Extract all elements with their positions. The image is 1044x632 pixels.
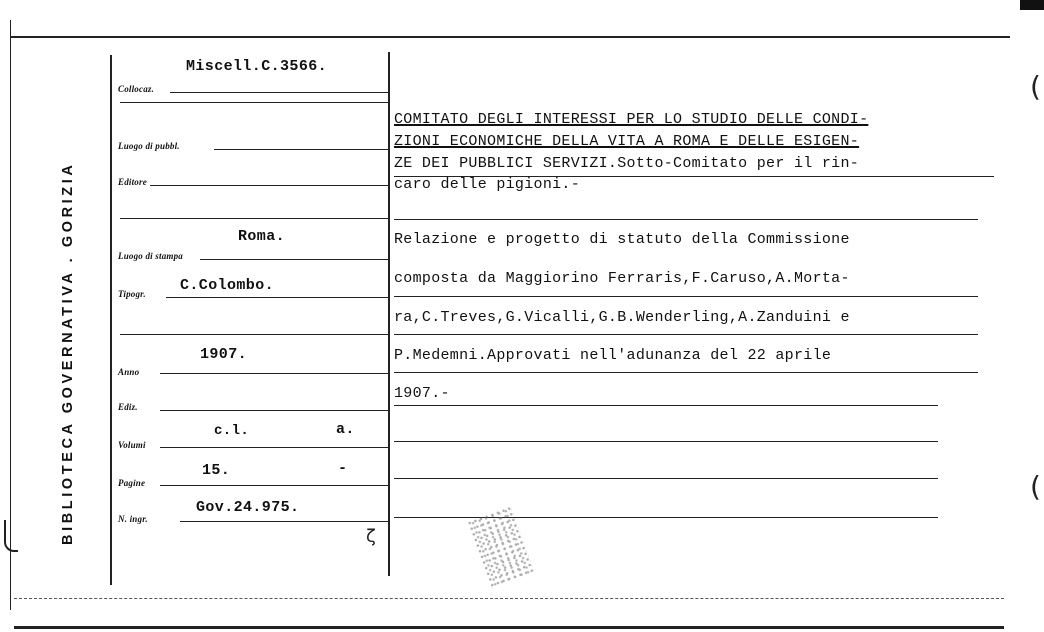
body-line-1: Relazione e progetto di statuto della Commissione — [394, 231, 850, 248]
body-line-2: composta da Maggiorino Ferraris,F.Caruso,A.Morta- — [394, 270, 850, 287]
editore-line — [150, 185, 388, 186]
ingresso-label: N. ingr. — [118, 514, 148, 524]
volumi-label: Volumi — [118, 440, 146, 450]
anno-line — [160, 373, 388, 374]
desc-rule-8 — [394, 478, 938, 479]
volumi-value: c.l. — [214, 423, 250, 439]
pagine-line — [160, 485, 388, 486]
anno-label: Anno — [118, 367, 140, 377]
pagine-extra: - — [338, 460, 348, 477]
desc-rule-5 — [394, 372, 978, 373]
desc-rule-4 — [394, 334, 978, 335]
heading-line-3: ZE DEI PUBBLICI SERVIZI.Sotto-Comitato per il rin- — [394, 155, 860, 172]
tipografo-line — [166, 297, 388, 298]
description-column-line — [388, 52, 390, 576]
tipografo-label: Tipogr. — [118, 289, 146, 299]
shelf-mark: ζ — [366, 526, 376, 547]
tipografo-value: C.Colombo. — [180, 277, 275, 294]
right-edge-mark-top: ( — [1030, 70, 1041, 103]
card-top-border — [10, 36, 1010, 38]
left-edge-mark — [4, 520, 18, 552]
label-column-line — [110, 55, 112, 585]
collocazione-line — [170, 92, 388, 93]
heading-line-4: caro delle pigioni.- — [394, 176, 581, 193]
body-line-3: ra,C.Treves,G.Vicalli,G.B.Wenderling,A.Zanduini e — [394, 309, 850, 326]
luogo-pubbl-line — [214, 149, 388, 150]
volumi-line — [160, 447, 388, 448]
pagine-label: Pagine — [118, 478, 146, 488]
luogo-pubbl-label: Luogo di pubbl. — [118, 141, 180, 151]
edizione-line — [160, 410, 388, 411]
pagine-value: 15. — [202, 462, 231, 479]
heading-line-1: COMITATO DEGLI INTERESSI PER LO STUDIO DELLE CONDI- — [394, 111, 869, 128]
collocazione-divider — [120, 102, 388, 103]
desc-rule-3 — [394, 296, 978, 297]
ingresso-value: Gov.24.975. — [196, 499, 300, 516]
body-line-4: P.Medemni.Approvati nell'adunanza del 22 aprile — [394, 347, 832, 364]
desc-rule-7 — [394, 441, 938, 442]
collocazione-value: Miscell.C.3566. — [186, 58, 328, 75]
tipografo-divider — [120, 334, 388, 335]
desc-rule-6 — [394, 405, 938, 406]
library-stamp — [467, 506, 534, 588]
luogo-stampa-line — [200, 259, 388, 260]
top-right-corner-mark — [1020, 0, 1044, 10]
desc-rule-1 — [394, 176, 994, 177]
heading-line-2: ZIONI ECONOMICHE DELLA VITA A ROMA E DELLE ESIGEN- — [394, 133, 860, 150]
anno-value: 1907. — [200, 346, 248, 363]
ingresso-line — [180, 521, 388, 522]
right-edge-mark-bottom: ( — [1030, 470, 1041, 503]
volumi-extra: a. — [336, 421, 355, 438]
desc-rule-2 — [394, 219, 978, 220]
card-bottom-dashes — [14, 598, 1004, 599]
luogo-stampa-label: Luogo di stampa — [118, 251, 184, 261]
editore-label: Editore — [118, 177, 147, 187]
editore-divider — [120, 218, 388, 219]
institution-title: BIBLIOTECA GOVERNATIVA . GORIZIA — [60, 161, 76, 545]
luogo-stampa-value: Roma. — [238, 228, 286, 245]
collocazione-label: Collocaz. — [118, 84, 155, 94]
card-bottom-edge — [14, 626, 1004, 629]
body-line-5: 1907.- — [394, 385, 450, 402]
edizione-label: Ediz. — [118, 402, 138, 412]
